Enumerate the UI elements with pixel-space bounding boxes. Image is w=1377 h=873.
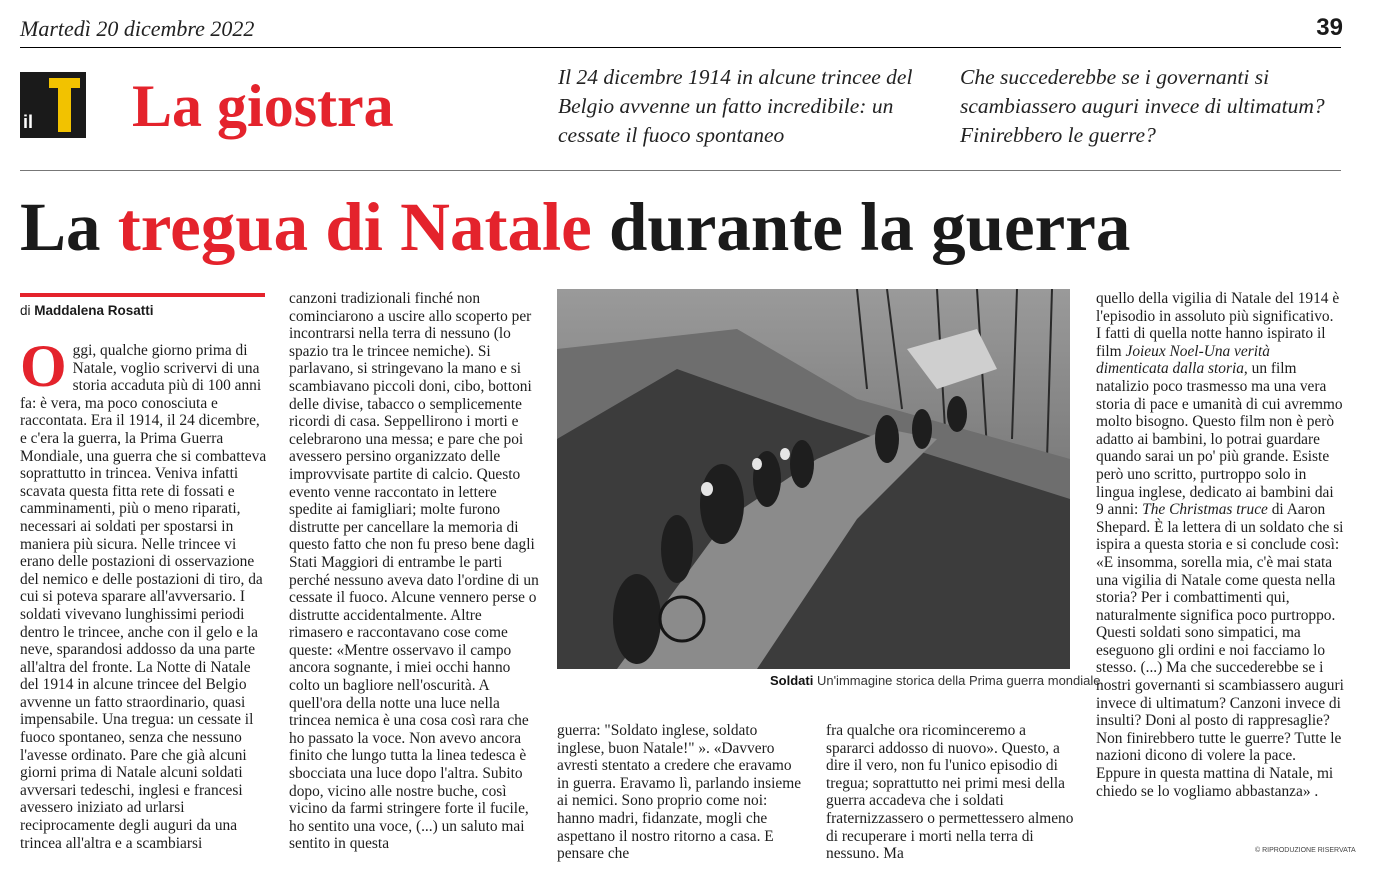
article-column-2 bbox=[289, 290, 539, 860]
column-1-text: ggi, qualche giorno prima di Natale, voglio scrivervi di una storia accaduta più di 100 anni fa: è vera, ma poco conosciuta e raccontata. Era il 1914, il 24 dicembre, e c'era la guerra, la Prima Guerra Mondiale, una guerra che si combatteva soprattutto in trincea. Veniva infatti scavata questa fitta rete di fossati e camminamenti, più o meno riparati, necessari ai soldati per spostarsi in maniera più sicura. Nelle trincee vi erano delle postazioni di osservazione del nemico e delle postazioni di tiro, da cui si poteva sparare all'avversario. I soldati vivevano lunghissimi periodi dentro le trincee, anche con il gelo e la neve, sparandosi addosso da una parte all'altra del fronte. La Notte di Natale del 1914 in alcune trincee del Belgio avvenne un fatto straordinario, quasi impensabile. Una tregua: un cessate il fuoco spontaneo, senza che nessuno l'avesse ordinato. Pare che già alcuni giorni prima di Natale alcuni soldati avversari tedeschi, inglesi e francesi avessero iniziato ad urlarsi reciprocamente degli auguri da una trincea all'altra e a scambiarsi bbox=[20, 342, 267, 852]
header-rule bbox=[20, 170, 1341, 171]
column-5-intro: quello della vigilia di Natale del 1914 è l'episodio in assoluto più significativo. bbox=[1096, 290, 1340, 325]
teaser-1: Il 24 dicembre 1914 in alcune trincee del Belgio avvenne un fatto incredibile: un cessate il fuoco spontaneo bbox=[558, 65, 913, 147]
column-5-body-c: di Aaron Shepard. È la lettera di un soldato che si ispira a questa storia e si conclude così: «E insomma, sorella mia, c'è mai stata una vigilia di Natale come questa nella storia? Per i combattimenti qui, naturalmente significa poco purtroppo. Questi soldati sono simpatici, ma eseguono gli ordini e noi facciamo lo stesso. (...) Ma che succederebbe se i nostri governanti si scambiassero auguri invece di ultimatum? Canzoni invece di insulti? Doni al posto di rappresaglie? Non finirebbero tutte le guerre? Tutte le nazioni dicono di volere la pace. Eppure in questa mattina di Natale, mi chiedo se lo vogliamo abbastanza» . bbox=[1096, 501, 1344, 800]
headline-part-1: La bbox=[20, 189, 118, 265]
headline bbox=[20, 189, 1131, 265]
column-5-body-b: , un film natalizio poco trasmesso ma una vera storia di pace e umanità di cui avremmo molto bisogno. Questo film non è però adatto ai bambini, lo potrai guardare quando sarai un po' più grande. Esiste però uno scritto, purtroppo solo in lingua inglese, dedicato ai bambini dai 9 anni: bbox=[1096, 360, 1343, 519]
copyright-notice: © RIPRODUZIONE RISERVATA bbox=[1255, 847, 1356, 854]
logo-text: il bbox=[23, 112, 34, 132]
article-column-4 bbox=[826, 722, 1076, 862]
byline-accent-bar bbox=[20, 293, 265, 297]
logo-t-stem bbox=[58, 78, 71, 132]
column-5-body bbox=[1096, 325, 1344, 800]
headline-highlight: tregua di Natale bbox=[117, 189, 592, 265]
byline bbox=[20, 303, 154, 318]
headline-part-2: durante la guerra bbox=[591, 189, 1131, 265]
column-4-text: fra qualche ora ricominceremo a spararci addosso di nuovo». Questo, a dire il vero, non fu l'unico episodio di tregua; soprattutto nei primi mesi della guerra accadeva che i soldati fraternizzassero o permettessero almeno di recuperare i morti nella terra di nessuno. Ma bbox=[826, 722, 1074, 862]
caption-text: Un'immagine storica della Prima guerra mondiale bbox=[813, 673, 1101, 688]
article-column-5 bbox=[1096, 290, 1344, 850]
book-title: The Christmas truce bbox=[1142, 501, 1268, 519]
photo-caption bbox=[770, 673, 1101, 688]
drop-cap: O bbox=[20, 342, 67, 399]
film-title: Joieux Noel-Una verità dimenticata dalla storia bbox=[1096, 342, 1270, 378]
byline-prefix: di bbox=[20, 303, 35, 318]
column-5-body-a: I fatti di quella notte hanno ispirato il film bbox=[1096, 325, 1326, 360]
column-3-text: guerra: "Soldato inglese, soldato inglese, buon Natale!" ». «Davvero avresti stentato a credere che eravamo in guerra. Eravamo lì, parlando insieme ai nemici. Sono proprio come noi: hanno madri, fidanzate, mogli che aspettano il nostro ritorno a casa. E pensare che bbox=[557, 722, 802, 862]
top-rule bbox=[20, 47, 1341, 48]
page-number: 39 bbox=[1316, 14, 1343, 41]
author-name: Maddalena Rosatti bbox=[34, 303, 154, 318]
article-column-1 bbox=[20, 342, 268, 860]
column-2-text: canzoni tradizionali finché non cominciarono a uscire allo scoperto per incontrarsi nella terra di nessuno (lo spazio tra le trincee nemiche). Si parlavano, si stringevano la mano e si scambiavano piccoli doni, cibo, bottoni delle divise, tabacco o semplicemente ricordi di casa. Seppellirono i morti e celebrarono una messa; e pare che poi avessero persino organizzato delle improvvisate partite di calcio. Questo evento venne raccontato in lettere spedite ai famigliari; molte furono distrutte per cancellare la memoria di questo fatto che non fu preso bene dagli Stati Maggiori di entrambe le parti perché nessuno aveva dato l'ordine di un cessate il fuoco. Alcune vennero perse o distrutte accidentalmente. Altre rimasero e raccontavano cose come queste: «Mentre osservavo il campo ancora sognante, i miei occhi hanno colto un bagliore nell'oscurità. A quell'ora della notte una luce nella trincea nemica è una cosa così rara che ho passato la voce. Non avevo ancora finito che lungo tutta la linea tedesca è sbocciata una luce dopo l'altra. Subito dopo, vicino alle nostre buche, così vicino da farmi stringere forte il fucile, ho sentito una voce, (...) un saluto mai sentito in questa bbox=[289, 290, 539, 853]
teaser-2: Che succederebbe se i governanti si scambiassero auguri invece di ultimatum? Finirebbero le guerre? bbox=[960, 65, 1325, 147]
historical-photo bbox=[557, 289, 1070, 669]
article-column-3 bbox=[557, 722, 807, 862]
issue-date: Martedì 20 dicembre 2022 bbox=[20, 16, 255, 41]
caption-label: Soldati bbox=[770, 673, 814, 688]
section-title: La giostra bbox=[132, 73, 394, 139]
newspaper-logo-icon bbox=[20, 72, 86, 138]
